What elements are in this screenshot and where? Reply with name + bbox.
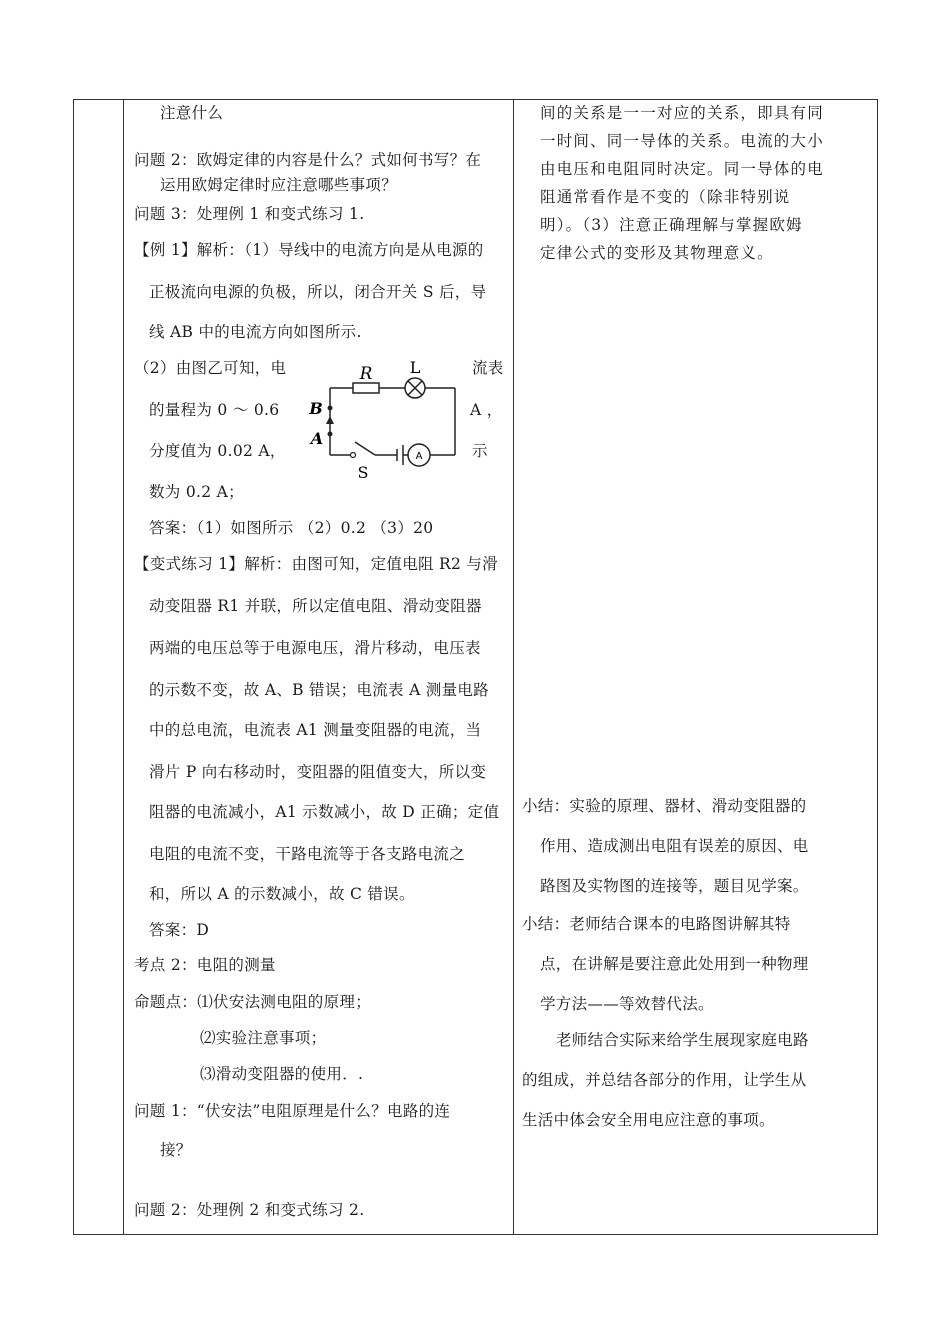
lesson-table bbox=[73, 99, 878, 1235]
label-A: A bbox=[310, 429, 324, 448]
text-line: 定律公式的变形及其物理意义。 bbox=[540, 244, 774, 262]
text-line: 学方法——等效替代法。 bbox=[540, 995, 714, 1013]
column-divider-2 bbox=[513, 99, 514, 1235]
text-line: 问题 2：欧姆定律的内容是什么？式如何书写？在 bbox=[134, 151, 482, 169]
text-line: 问题 2：处理例 2 和变式练习 2. bbox=[134, 1201, 365, 1219]
text-line: 数为 0.2 A； bbox=[149, 483, 244, 501]
text-line: 命题点：⑴伏安法测电阻的原理； bbox=[134, 993, 372, 1011]
text-line: 两端的电压总等于电源电压，滑片移动，电压表 bbox=[149, 639, 481, 657]
label-R: R bbox=[359, 364, 373, 384]
text-line: 的示数不变，故 A、B 错误；电流表 A 测量电路 bbox=[149, 681, 489, 699]
answer-line: 答案：D bbox=[149, 921, 210, 939]
text-line: 的量程为 0 ～ 0.6 bbox=[149, 401, 280, 419]
text-line: 由电压和电阻同时决定。同一导体的电 bbox=[540, 160, 824, 178]
circuit-diagram bbox=[305, 358, 465, 483]
answer-line: 答案：（1）如图所示 （2）0.2 （3）20 bbox=[149, 519, 434, 537]
text-line: 一时间、同一导体的关系。电流的大小 bbox=[540, 132, 824, 150]
text-line: 电阻的电流不变，干路电流等于各支路电流之 bbox=[149, 845, 466, 863]
text-line: 线 AB 中的电流方向如图所示. bbox=[149, 323, 362, 341]
text-line: 路图及实物图的连接等，题目见学案。 bbox=[540, 877, 809, 895]
text-line: 明）。（3）注意正确理解与掌握欧姆 bbox=[540, 216, 803, 234]
text-line: 阻器的电流减小，A1 示数减小，故 D 正确；定值 bbox=[149, 803, 500, 821]
text-line: ⑶滑动变阻器的使用．. bbox=[200, 1065, 364, 1083]
example-1-heading: 【例 1】解析：（1）导线中的电流方向是从电源的 bbox=[134, 241, 484, 259]
text-line: 流表 bbox=[472, 359, 504, 377]
text-line: 点，在讲解是要注意此处用到一种物理 bbox=[540, 955, 809, 973]
text-line: 作用、造成测出电阻有误差的原因、电 bbox=[540, 837, 809, 855]
text-line: A ， bbox=[470, 401, 503, 419]
text-line: 中的总电流，电流表 A1 测量变阻器的电流，当 bbox=[149, 721, 482, 739]
text-line: 问题 3：处理例 1 和变式练习 1. bbox=[134, 205, 365, 223]
text-line: 动变阻器 R1 并联，所以定值电阻、滑动变阻器 bbox=[149, 597, 482, 615]
text-line: ⑵实验注意事项； bbox=[200, 1029, 327, 1047]
text-line: 正极流向电源的负极，所以，闭合开关 S 后，导 bbox=[149, 283, 487, 301]
label-S: S bbox=[357, 463, 369, 482]
text-line: 间的关系是一一对应的关系，即具有同 bbox=[540, 104, 824, 122]
text-line: 和，所以 A 的示数减小，故 C 错误。 bbox=[149, 885, 415, 903]
text-line: （2）由图乙可知，电 bbox=[134, 359, 287, 377]
summary-1: 小结：实验的原理、器材、滑动变阻器的 bbox=[522, 797, 807, 815]
text-line: 分度值为 0.02 A， bbox=[149, 442, 286, 460]
text-line: 运用欧姆定律时应注意哪些事项？ bbox=[160, 176, 398, 194]
text-line: 示 bbox=[472, 442, 488, 460]
label-B: B bbox=[309, 399, 323, 418]
text-line: 阻通常看作是不变的（除非特别说 bbox=[540, 188, 791, 206]
topic-2-heading: 考点 2：电阻的测量 bbox=[134, 956, 276, 974]
text-line: 生活中体会安全用电应注意的事项。 bbox=[522, 1111, 775, 1129]
column-divider-1 bbox=[123, 99, 124, 1235]
text-line: 的组成，并总结各部分的作用，让学生从 bbox=[522, 1071, 807, 1089]
text-line: 注意什么 bbox=[160, 104, 224, 122]
text-line: 接？ bbox=[160, 1141, 192, 1159]
text-line: 老师结合实际来给学生展现家庭电路 bbox=[556, 1031, 809, 1049]
summary-2: 小结：老师结合课本的电路图讲解其特 bbox=[522, 915, 791, 933]
label-L: L bbox=[409, 358, 421, 377]
variant-1-heading: 【变式练习 1】解析：由图可知，定值电阻 R2 与滑 bbox=[134, 555, 498, 573]
text-line: 滑片 P 向右移动时，变阻器的阻值变大，所以变 bbox=[149, 763, 487, 781]
text-line: 问题 1：“伏安法”电阻原理是什么？电路的连 bbox=[134, 1102, 451, 1120]
ammeter-icon: A bbox=[415, 451, 423, 462]
